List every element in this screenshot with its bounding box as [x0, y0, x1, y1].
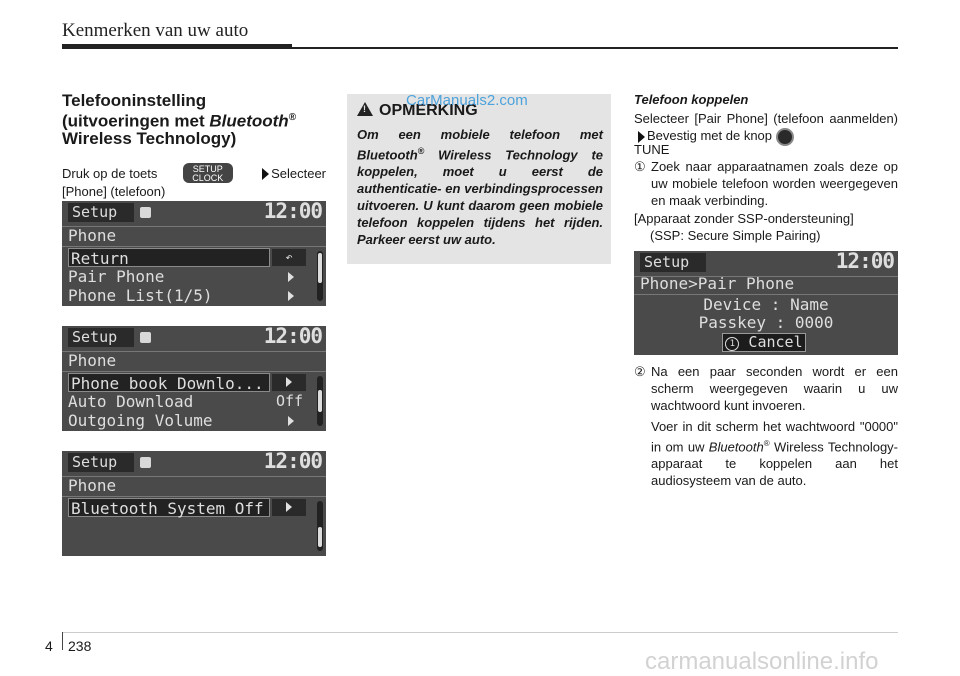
header-rule-thin — [292, 47, 898, 49]
section-title — [62, 92, 332, 147]
watermark-top: CarManuals2.com — [406, 92, 528, 109]
screen-titlebar — [62, 326, 326, 351]
screen-divider — [62, 246, 326, 247]
screen-pair-phone — [634, 251, 898, 355]
screen-scrollbar[interactable] — [317, 251, 323, 301]
step-2b-suffix: Wireless Technology-apparaat te koppelen aan het audiosysteem van de auto. — [651, 439, 898, 489]
screen-clock: 12:00 — [263, 201, 322, 223]
tune-label: TUNE — [634, 142, 670, 157]
title-bluetooth: Bluetooth — [209, 111, 289, 131]
menu-item-bluetooth-system-off[interactable]: Bluetooth System Off — [68, 498, 270, 517]
note-body-rest: Wireless Technology te koppelen, moet u eerst de authenticatie- en verbindingsprocessen uitvoeren. U kunt daarom geen mobiele telefoon koppelen tijdens het rijden. Parkeer eerst uw auto. — [357, 147, 603, 248]
pair-instructions — [634, 110, 898, 146]
screen-scrollbar[interactable] — [317, 501, 323, 551]
menu-item-pair-phone[interactable]: Pair Phone — [68, 267, 165, 286]
auto-download-value: Off — [276, 392, 304, 410]
screen-phone-download — [62, 326, 326, 431]
chapter-number: 4 — [45, 638, 53, 654]
key-line2: CLOCK — [192, 173, 224, 183]
screen-clock: 12:00 — [263, 326, 322, 348]
intro-prefix: Druk op de toets — [62, 165, 158, 181]
step-2b-prefix: Voer in dit scherm het wachtwoord "0000" in om uw — [651, 419, 898, 455]
cancel-button-label: Cancel — [748, 333, 803, 351]
screen-titlebar — [62, 451, 326, 476]
title-prefix: (uitvoeringen met — [62, 111, 210, 131]
device-name-text: Device : Name — [703, 295, 829, 314]
subsection-title: Telefoon koppelen — [634, 92, 749, 107]
note-body-start: Om een mobiele telefoon met Bluetooth — [357, 127, 603, 163]
watermark-bottom: carmanualsonline.info — [645, 648, 879, 675]
scrollbar-thumb[interactable] — [318, 527, 322, 547]
return-icon[interactable]: ↶ — [272, 249, 306, 266]
intro-paragraph — [62, 163, 326, 200]
cancel-button[interactable] — [722, 333, 806, 352]
step-2b-reg-mark: ® — [763, 439, 770, 448]
bluetooth-icon — [140, 457, 151, 468]
chevron-right-icon — [288, 272, 294, 282]
passkey-text: Passkey : 0000 — [698, 313, 834, 332]
screen-phone-menu — [62, 201, 326, 306]
step-2b-bluetooth: Bluetooth — [708, 439, 764, 455]
section-title-line1: Telefooninstelling — [62, 91, 207, 110]
note-body — [357, 126, 603, 248]
arrow-right-icon — [262, 168, 269, 180]
ssp-line1: [Apparaat zonder SSP-ondersteuning] — [634, 211, 854, 226]
bluetooth-icon — [140, 332, 151, 343]
menu-item-auto-download[interactable]: Auto Download — [68, 392, 194, 411]
title-reg-mark: ® — [288, 112, 297, 123]
scrollbar-thumb[interactable] — [318, 390, 322, 412]
step-2b-text — [651, 418, 898, 489]
chevron-right-button[interactable] — [272, 499, 306, 516]
intro-suffix: Selecteer — [271, 165, 326, 181]
screen-clock: 12:00 — [835, 251, 894, 273]
screen-scrollbar[interactable] — [317, 376, 323, 426]
step-2 — [634, 363, 898, 489]
select-text: Selecteer [Pair Phone] (telefoon aanmelden) — [634, 111, 898, 126]
step-1-number: ① — [634, 159, 646, 174]
warning-icon — [357, 102, 373, 116]
page-number: 238 — [68, 638, 92, 654]
screen-header: Phone — [68, 476, 117, 495]
tune-knob-icon — [776, 128, 794, 146]
note-reg-mark: ® — [417, 146, 425, 156]
step-2-number: ② — [634, 364, 646, 379]
screen-setup-label: Setup — [68, 328, 134, 347]
chevron-right-icon — [288, 416, 294, 426]
key-line1: SETUP — [192, 164, 223, 174]
screen-header: Phone — [68, 351, 117, 370]
screen-titlebar — [634, 251, 898, 276]
confirm-text: Bevestig met de knop — [647, 128, 773, 143]
screen-setup-label: Setup — [68, 203, 134, 222]
chevron-right-button[interactable] — [272, 374, 306, 391]
setup-clock-key-icon — [183, 163, 233, 183]
screen-header: Phone>Pair Phone — [640, 274, 795, 293]
ssp-line2: (SSP: Secure Simple Pairing) — [650, 228, 821, 243]
screen-divider — [62, 371, 326, 372]
bluetooth-icon — [140, 207, 151, 218]
step-1-text: Zoek naar apparaatnamen zoals deze op uw mobiele telefoon worden weergegeven en maak verbinding. — [651, 159, 898, 208]
footer-rule — [62, 632, 898, 633]
footer-vertical-rule — [62, 632, 63, 650]
section-title-line2 — [62, 109, 332, 130]
chevron-right-icon — [288, 291, 294, 301]
note-heading-text: OPMERKING — [379, 102, 478, 119]
menu-item-outgoing-volume[interactable]: Outgoing Volume — [68, 411, 213, 430]
chevron-right-icon — [286, 377, 292, 387]
circled-one-icon: 1 — [725, 337, 739, 351]
screen-bluetooth-off — [62, 451, 326, 556]
screen-setup-label: Setup — [640, 253, 706, 272]
screen-titlebar — [62, 201, 326, 226]
screen-divider — [62, 496, 326, 497]
screen-clock: 12:00 — [263, 451, 322, 473]
note-box — [347, 94, 611, 264]
header-rule-thick — [62, 44, 292, 49]
chevron-right-icon — [286, 502, 292, 512]
menu-item-return[interactable]: Return — [68, 248, 270, 267]
menu-item-phonebook-download[interactable]: Phone book Downlo... — [68, 373, 270, 392]
intro-line2: [Phone] (telefoon) — [62, 184, 166, 199]
screen-header: Phone — [68, 226, 117, 245]
scrollbar-thumb[interactable] — [318, 253, 322, 283]
running-header: Kenmerken van uw auto — [62, 20, 249, 41]
step-2-text: Na een paar seconden wordt er een scherm weergegeven waarin u uw wachtwoord kunt invoeren. — [651, 364, 898, 413]
step-1 — [634, 158, 898, 209]
menu-item-phone-list[interactable]: Phone List(1/5) — [68, 286, 213, 305]
screen-setup-label: Setup — [68, 453, 134, 472]
section-title-line3: Wireless Technology) — [62, 128, 237, 148]
